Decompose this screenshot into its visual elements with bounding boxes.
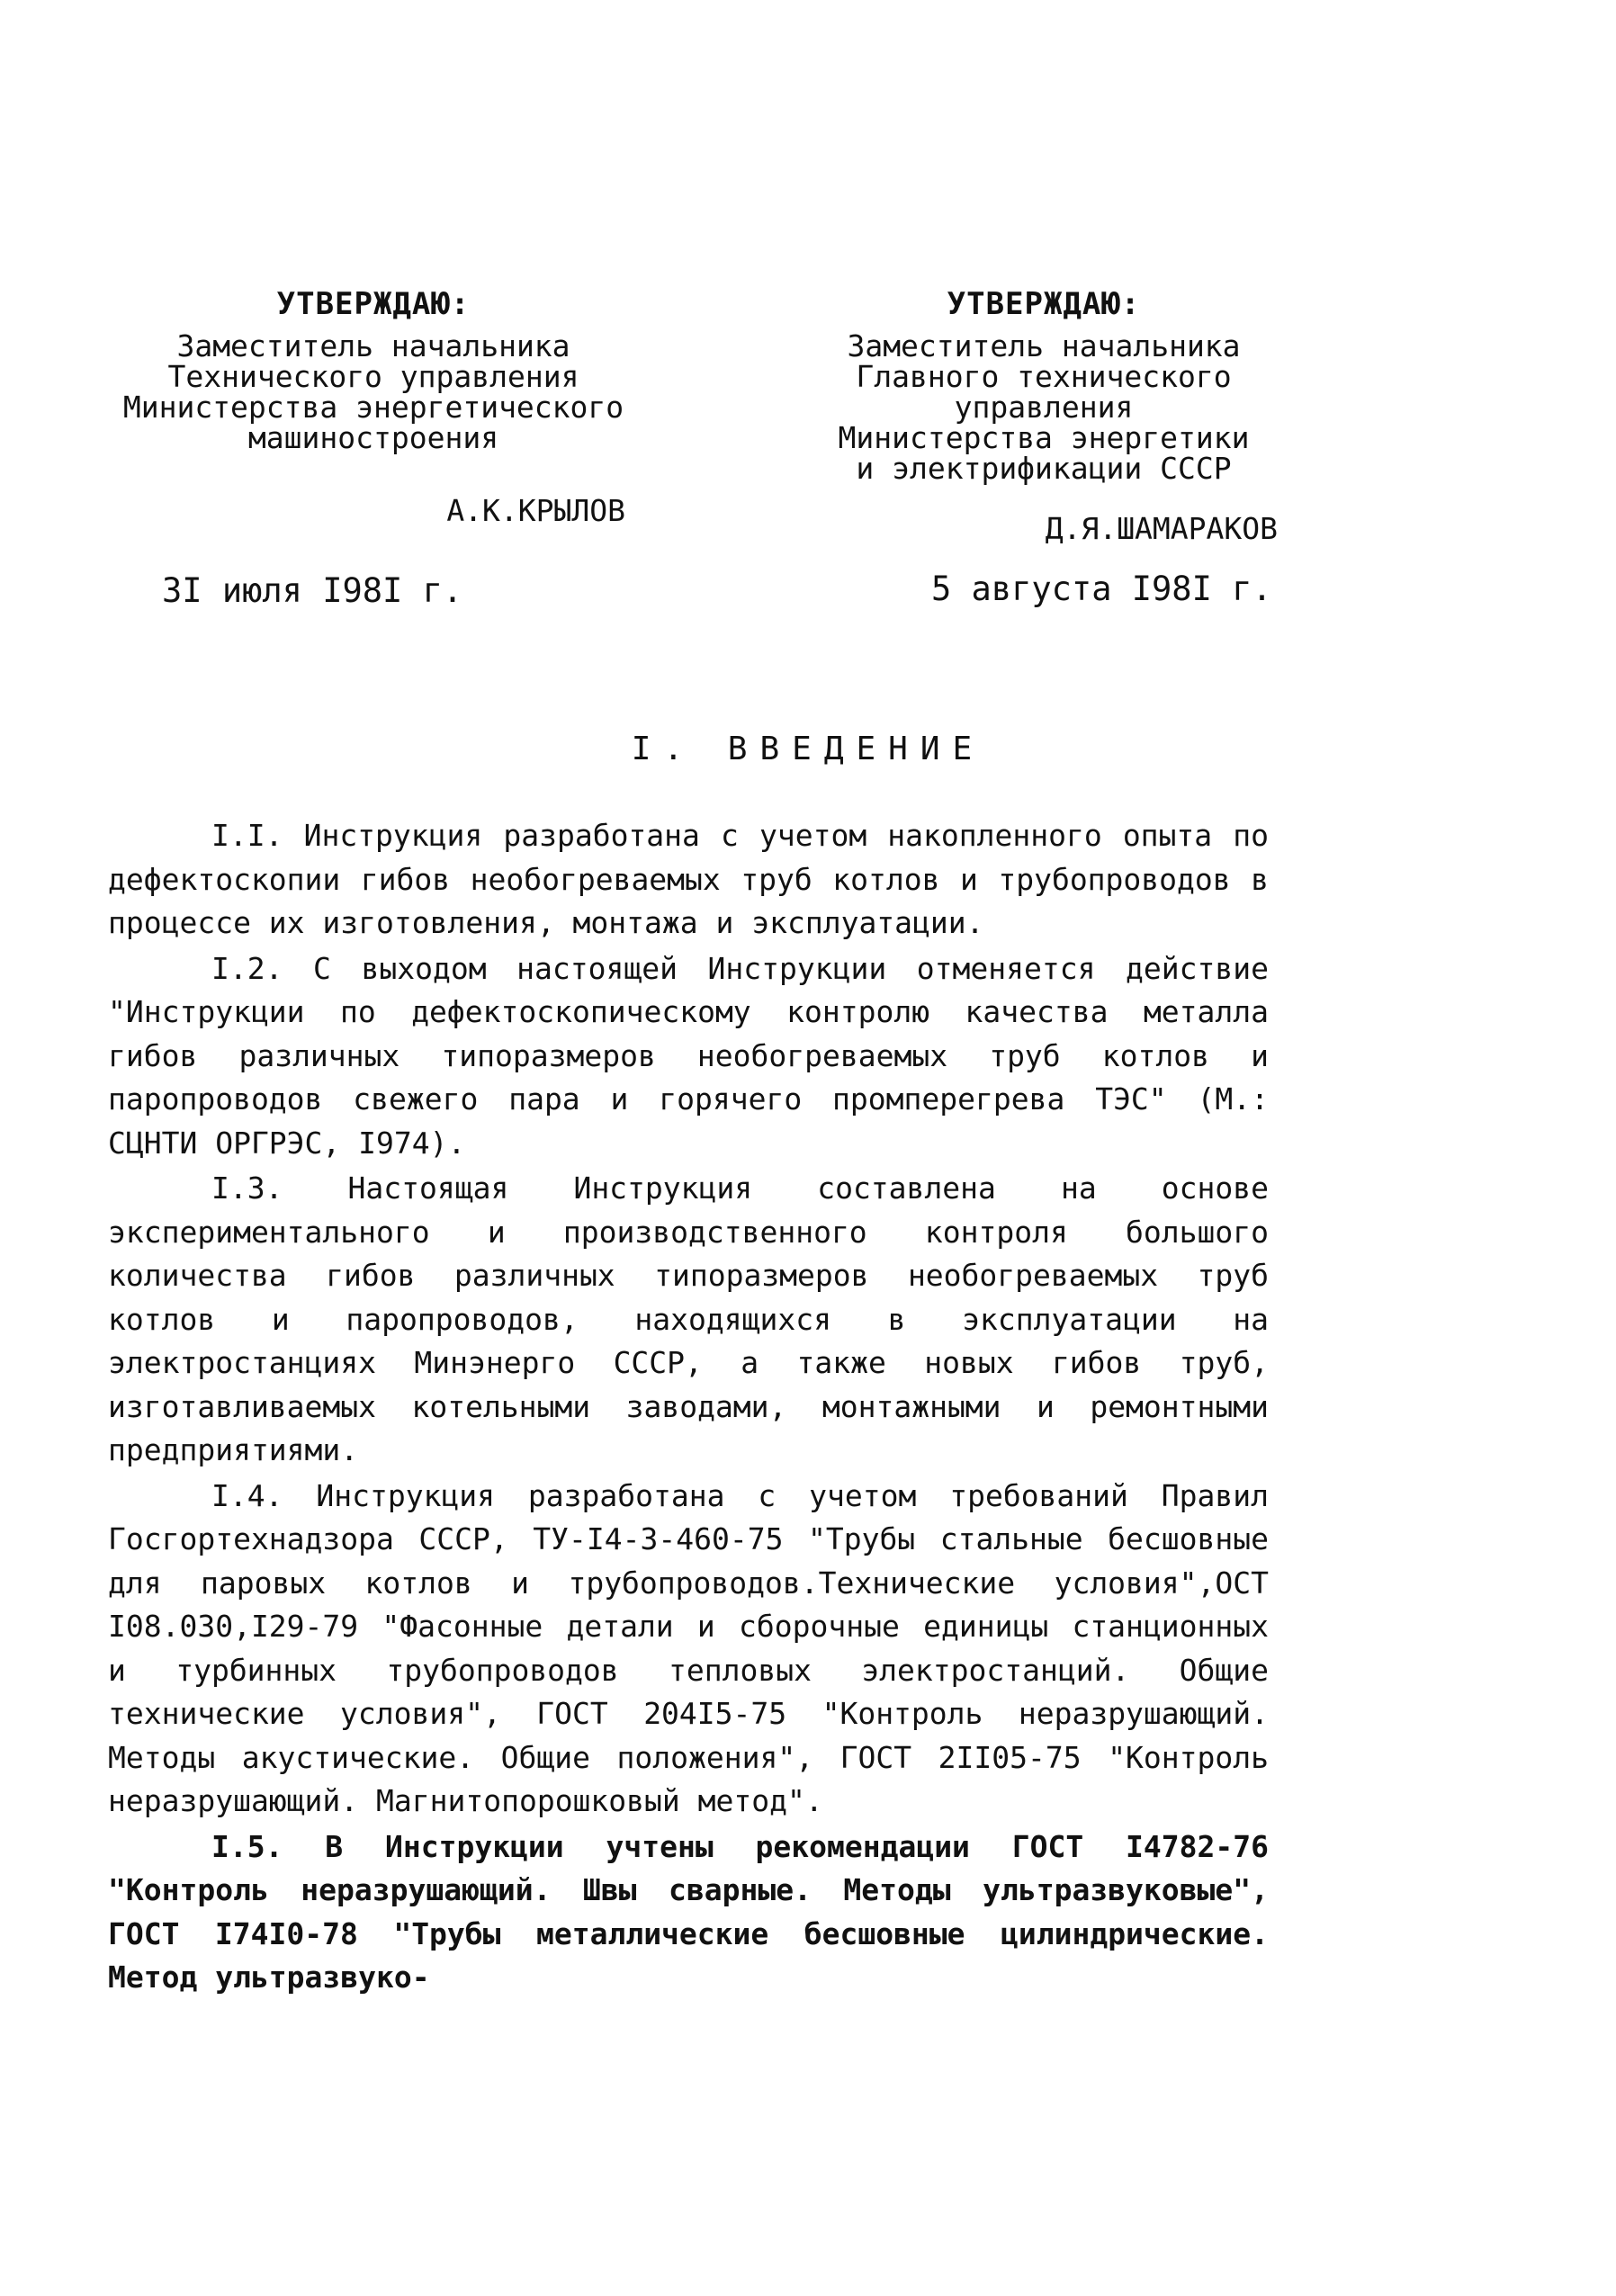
approval-block-right — [814, 286, 1278, 608]
approval-title-line: управления — [954, 390, 1134, 425]
approval-title-line: Технического управления — [167, 359, 579, 394]
approval-title-line: машиностроения — [247, 420, 499, 455]
approval-block-left — [121, 286, 625, 610]
document-body — [108, 814, 1269, 2002]
approval-title-line: Главного технического — [856, 359, 1232, 394]
paragraph — [108, 1167, 1269, 1473]
approval-title-line: Заместитель начальника — [847, 328, 1241, 363]
paragraph-text: I.2. С выходом настоящей Инструкции отменяется действие "Инструкции по дефектоскопическому контролю качества металла гибов различных типоразмеров необогреваемых труб котлов и паропроводов свежего пара и горячего промперегрева ТЭС" (М.: СЦНТИ ОРГРЭС, I974). — [108, 950, 1269, 1161]
paragraph — [108, 814, 1269, 946]
paragraph — [108, 947, 1269, 1166]
paragraph-text: I.I. Инструкция разработана с учетом накопленного опыта по дефектоскопии гибов необогреваемых труб котлов и трубопроводов в процессе их изготовления, монтажа и эксплуатации. — [108, 818, 1269, 940]
approval-title-line: и электрификации СССР — [856, 451, 1232, 486]
approval-title-line: Заместитель начальника — [176, 328, 570, 363]
approval-heading: УТВЕРЖДАЮ: — [947, 286, 1141, 322]
paragraph — [108, 1825, 1269, 2000]
approval-date: 3I июля I98I г. — [162, 571, 463, 610]
approval-title-line: Министерства энергетики — [838, 420, 1250, 455]
approval-title-line: Министерства энергетического — [122, 390, 624, 425]
approval-signatory-name: А.К.КРЫЛОВ — [446, 493, 625, 528]
paragraph-text: I.3. Настоящая Инструкция составлена на основе экспериментального и производственного контроля большого количества гибов различных типоразмеров необогреваемых труб котлов и паропроводов, находящихся в эксплуатации на электростанциях Минэнерго СССР, а также новых гибов труб, изготавливаемых котельными заводами, монтажными и ремонтными предприятиями. — [108, 1170, 1269, 1467]
approval-signatory-name: Д.Я.ШАМАРАКОВ — [1045, 511, 1278, 546]
paragraph-text: I.5. В Инструкции учтены рекомендации ГОСТ I4782-76 "Контроль неразрушающий. Швы сварные. Методы ультразвуковые", ГОСТ I74I0-78 "Трубы металлические бесшовные цилиндрические. Метод ультразвуко- — [108, 1828, 1269, 1995]
approval-date: 5 августа I98I г. — [931, 570, 1272, 608]
approval-heading: УТВЕРЖДАЮ: — [276, 286, 471, 322]
paragraph-text: I.4. Инструкция разработана с учетом требований Правил Госгортехнадзора СССР, ТУ-I4-3-460-75 "Трубы стальные бесшовные для паровых котлов и трубопроводов.Технические условия",ОСТ I08.030,I29-79 "Фасонные детали и сборочные единицы станционных и турбинных трубопроводов тепловых электростанций. Общие технические условия", ГОСТ 204I5-75 "Контроль неразрушающий. Методы акустические. Общие положения", ГОСТ 2II05-75 "Контроль неразрушающий. Магнитопорошковый метод". — [108, 1477, 1269, 1818]
section-title: I. ВВЕДЕНИЕ — [631, 731, 985, 767]
paragraph — [108, 1475, 1269, 1824]
